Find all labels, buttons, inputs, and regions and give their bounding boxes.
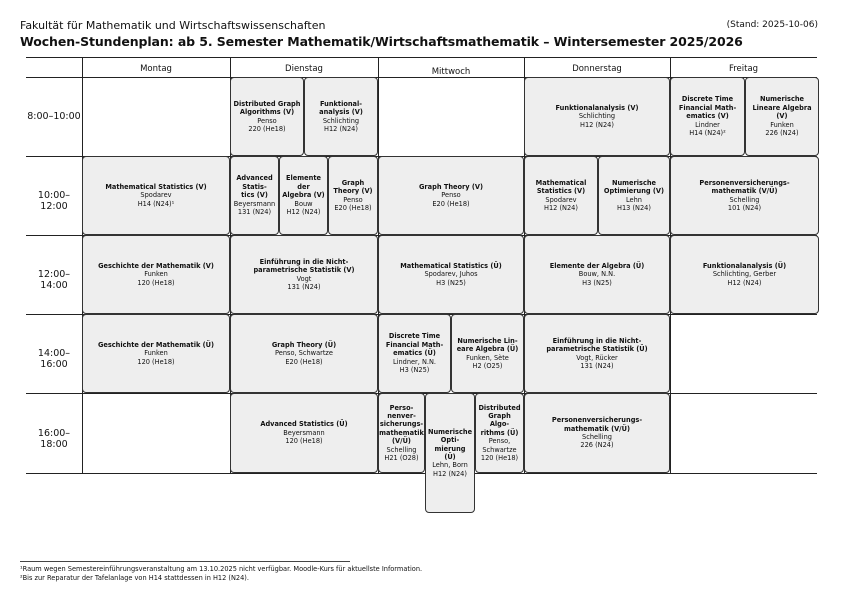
course-title: Numerische Lineare Algebra (V) — [752, 95, 812, 121]
course-title: Mathematical Statistics (V) — [105, 182, 207, 191]
course-lecturer: Lehn, Born — [432, 461, 468, 470]
course-block[interactable] — [378, 393, 425, 473]
course-block[interactable] — [378, 235, 524, 314]
course-room: 226 (N24) — [580, 441, 614, 450]
course-lecturer: Schelling — [582, 433, 612, 441]
course-block[interactable] — [230, 156, 279, 235]
course-room: 101 (N24) — [727, 203, 762, 212]
grid-line — [26, 473, 817, 474]
course-block[interactable] — [82, 314, 230, 393]
course-block[interactable] — [524, 156, 598, 235]
course-room: H12 (N24) — [324, 124, 358, 133]
course-title: Einführung in die Nicht- parametrische Statistik (Ü) — [546, 336, 648, 354]
course-lecturer: Bouw, N.N. — [578, 270, 616, 279]
course-lecturer: Penso — [441, 191, 461, 200]
course-title: Geschichte der Mathematik (V) — [98, 261, 214, 270]
course-room: H12 (N24) — [580, 120, 614, 129]
course-room: 131 (N24) — [580, 361, 614, 370]
course-block[interactable] — [378, 314, 451, 393]
course-room: 131 (N24) — [237, 208, 272, 217]
course-lecturer: Funken, Sète — [466, 353, 509, 362]
course-lecturer: Schlichting, Gerber — [712, 270, 777, 279]
footnote-rule — [20, 561, 350, 562]
course-title: Advanced Statis- tics (V) — [236, 174, 273, 200]
time-slot-label: 16:00–18:00 — [37, 428, 71, 450]
day-header-donnerstag: Donnerstag — [572, 64, 622, 74]
course-title: Elemente der Algebra (V) — [282, 174, 325, 200]
course-block[interactable] — [745, 77, 819, 156]
footnote-2: ²Bis zur Reparatur der Tafelanlage von H14 stattdessen in H12 (N24). — [20, 574, 249, 582]
course-block[interactable] — [378, 156, 524, 235]
course-room: 120 (He18) — [137, 278, 175, 287]
course-block[interactable] — [230, 235, 378, 314]
course-title: Perso- nenver- sicherungs- mathematik (V/Ü) — [379, 403, 424, 446]
course-room: H13 (N24) — [617, 203, 651, 212]
day-header-mittwoch: Mittwoch — [431, 67, 471, 77]
course-title: Geschichte der Mathematik (Ü) — [97, 340, 215, 349]
course-room: H2 (O25) — [472, 361, 503, 370]
course-lecturer: Vogt — [296, 274, 312, 283]
course-room: H12 (N24) — [544, 203, 578, 212]
course-block[interactable] — [230, 393, 378, 473]
course-title: Funktionalanalysis (Ü) — [702, 261, 787, 270]
course-block[interactable] — [524, 235, 670, 314]
course-lecturer: Lehn — [626, 195, 642, 204]
course-title: Elemente der Algebra (Ü) — [549, 261, 645, 270]
course-lecturer: Spodarev — [140, 191, 172, 200]
course-lecturer: Schelling — [386, 445, 417, 454]
course-lecturer: Bouw — [294, 199, 313, 208]
course-block[interactable] — [670, 235, 819, 314]
time-slot-label: 14:00–16:00 — [37, 348, 71, 370]
faculty-name: Fakultät für Mathematik und Wirtschaftswissenschaften — [20, 19, 326, 32]
course-room: 120 (He18) — [137, 357, 175, 366]
course-block[interactable] — [524, 393, 670, 473]
course-lecturer: Schlichting — [322, 116, 360, 125]
course-title: Graph Theory (V) — [333, 178, 373, 196]
course-title: Graph Theory (Ü) — [271, 340, 337, 349]
course-title: Personenversicherungs- mathematik (V/Ü) — [699, 178, 790, 196]
course-title: Mathematical Statistics (Ü) — [400, 261, 502, 270]
course-room: 120 (He18) — [480, 454, 519, 463]
course-title: Funktional- analysis (V) — [319, 99, 363, 117]
course-room: H21 (O28) — [384, 454, 419, 463]
stand-date: (Stand: 2025-10-06) — [726, 20, 818, 30]
course-room: E20 (He18) — [334, 203, 372, 212]
time-slot-label: 10:00–12:00 — [37, 190, 71, 212]
course-block[interactable] — [304, 77, 378, 156]
course-room: 220 (He18) — [248, 124, 286, 133]
course-block[interactable] — [524, 314, 670, 393]
course-title: Discrete Time Financial Math- ematics (V) — [678, 95, 737, 121]
course-lecturer: Schelling — [729, 195, 760, 204]
course-block[interactable] — [82, 156, 230, 235]
grid-line — [26, 57, 817, 58]
course-room: 120 (He18) — [285, 437, 323, 446]
day-header-dienstag: Dienstag — [285, 64, 323, 74]
course-block[interactable] — [524, 77, 670, 156]
course-block[interactable] — [230, 77, 304, 156]
course-block[interactable] — [425, 393, 475, 513]
course-block[interactable] — [82, 235, 230, 314]
footnote-1: ¹Raum wegen Semestereinführungsveranstaltung am 13.10.2025 nicht verfügbar. Moodle-Kurs für aktuellste Information. — [20, 565, 423, 573]
course-title: Advanced Statistics (Ü) — [260, 420, 348, 429]
course-lecturer: Funken — [144, 270, 168, 279]
course-block[interactable] — [279, 156, 328, 235]
course-lecturer: Beyersmann — [283, 428, 325, 437]
course-lecturer: Penso, Schwartze — [275, 349, 333, 358]
time-slot-label: 8:00–10:00 — [27, 111, 81, 122]
course-lecturer: Spodarev — [545, 195, 577, 204]
course-title: Personenversicherungs- mathematik (V/Ü) — [551, 416, 643, 433]
course-title: Numerische Lin- eare Algebra (Ü) — [456, 336, 519, 354]
course-lecturer: Spodarev, Juhos — [424, 270, 478, 279]
course-lecturer: Lindner, N.N. — [392, 357, 437, 366]
course-room: E20 (He18) — [285, 357, 323, 366]
course-title: Distributed Graph Algo- rithms (Ü) — [478, 403, 521, 437]
course-title: Funktionalanalysis (V) — [555, 103, 639, 112]
course-room: H12 (N24) — [433, 469, 467, 478]
course-block[interactable] — [328, 156, 378, 235]
course-title: Discrete Time Financial Math- ematics (Ü) — [385, 332, 444, 358]
course-block[interactable] — [230, 314, 378, 393]
course-block[interactable] — [670, 77, 745, 156]
day-header-freitag: Freitag — [728, 64, 759, 74]
course-lecturer: Funken — [770, 120, 794, 129]
course-lecturer: Penso — [343, 195, 363, 204]
course-room: H14 (N24)² — [689, 129, 726, 138]
course-lecturer: Lindner — [695, 120, 720, 129]
course-room: 226 (N24) — [765, 129, 799, 138]
course-room: H3 (N25) — [582, 278, 612, 287]
course-title: Einführung in die Nicht- parametrische Statistik (V) — [253, 257, 355, 275]
page-title: Wochen-Stundenplan: ab 5. Semester Mathematik/Wirtschaftsmathematik – Wintersemester 2025/2026 — [20, 34, 743, 49]
course-lecturer: Beyersmann — [233, 199, 276, 208]
course-title: Mathematical Statistics (V) — [535, 178, 587, 196]
course-lecturer: Funken — [144, 349, 168, 358]
course-title: Numerische Opti- mierung (Ü) — [427, 427, 473, 461]
course-title: Graph Theory (V) — [419, 182, 483, 191]
course-lecturer: Penso, Schwartze — [482, 437, 517, 454]
course-block[interactable] — [670, 156, 819, 235]
course-room: H12 (N24) — [727, 278, 762, 287]
course-room: 131 (N24) — [287, 282, 321, 291]
course-block[interactable] — [598, 156, 670, 235]
course-room: H14 (N24)¹ — [137, 199, 175, 208]
course-lecturer: Vogt, Rücker — [576, 353, 618, 362]
course-block[interactable] — [451, 314, 524, 393]
time-slot-label: 12:00–14:00 — [37, 269, 71, 291]
course-title: Distributed Graph Algorithms (V) — [233, 99, 301, 117]
day-header-montag: Montag — [140, 64, 172, 74]
course-room: H3 (N25) — [399, 366, 430, 375]
course-room: E20 (He18) — [432, 199, 470, 208]
course-room: H12 (N24) — [286, 208, 321, 217]
course-room: H3 (N25) — [436, 278, 466, 287]
course-lecturer: Penso — [257, 116, 277, 125]
course-title: Numerische Optimierung (V) — [603, 178, 665, 196]
course-lecturer: Schlichting — [578, 112, 616, 121]
course-block[interactable] — [475, 393, 524, 473]
